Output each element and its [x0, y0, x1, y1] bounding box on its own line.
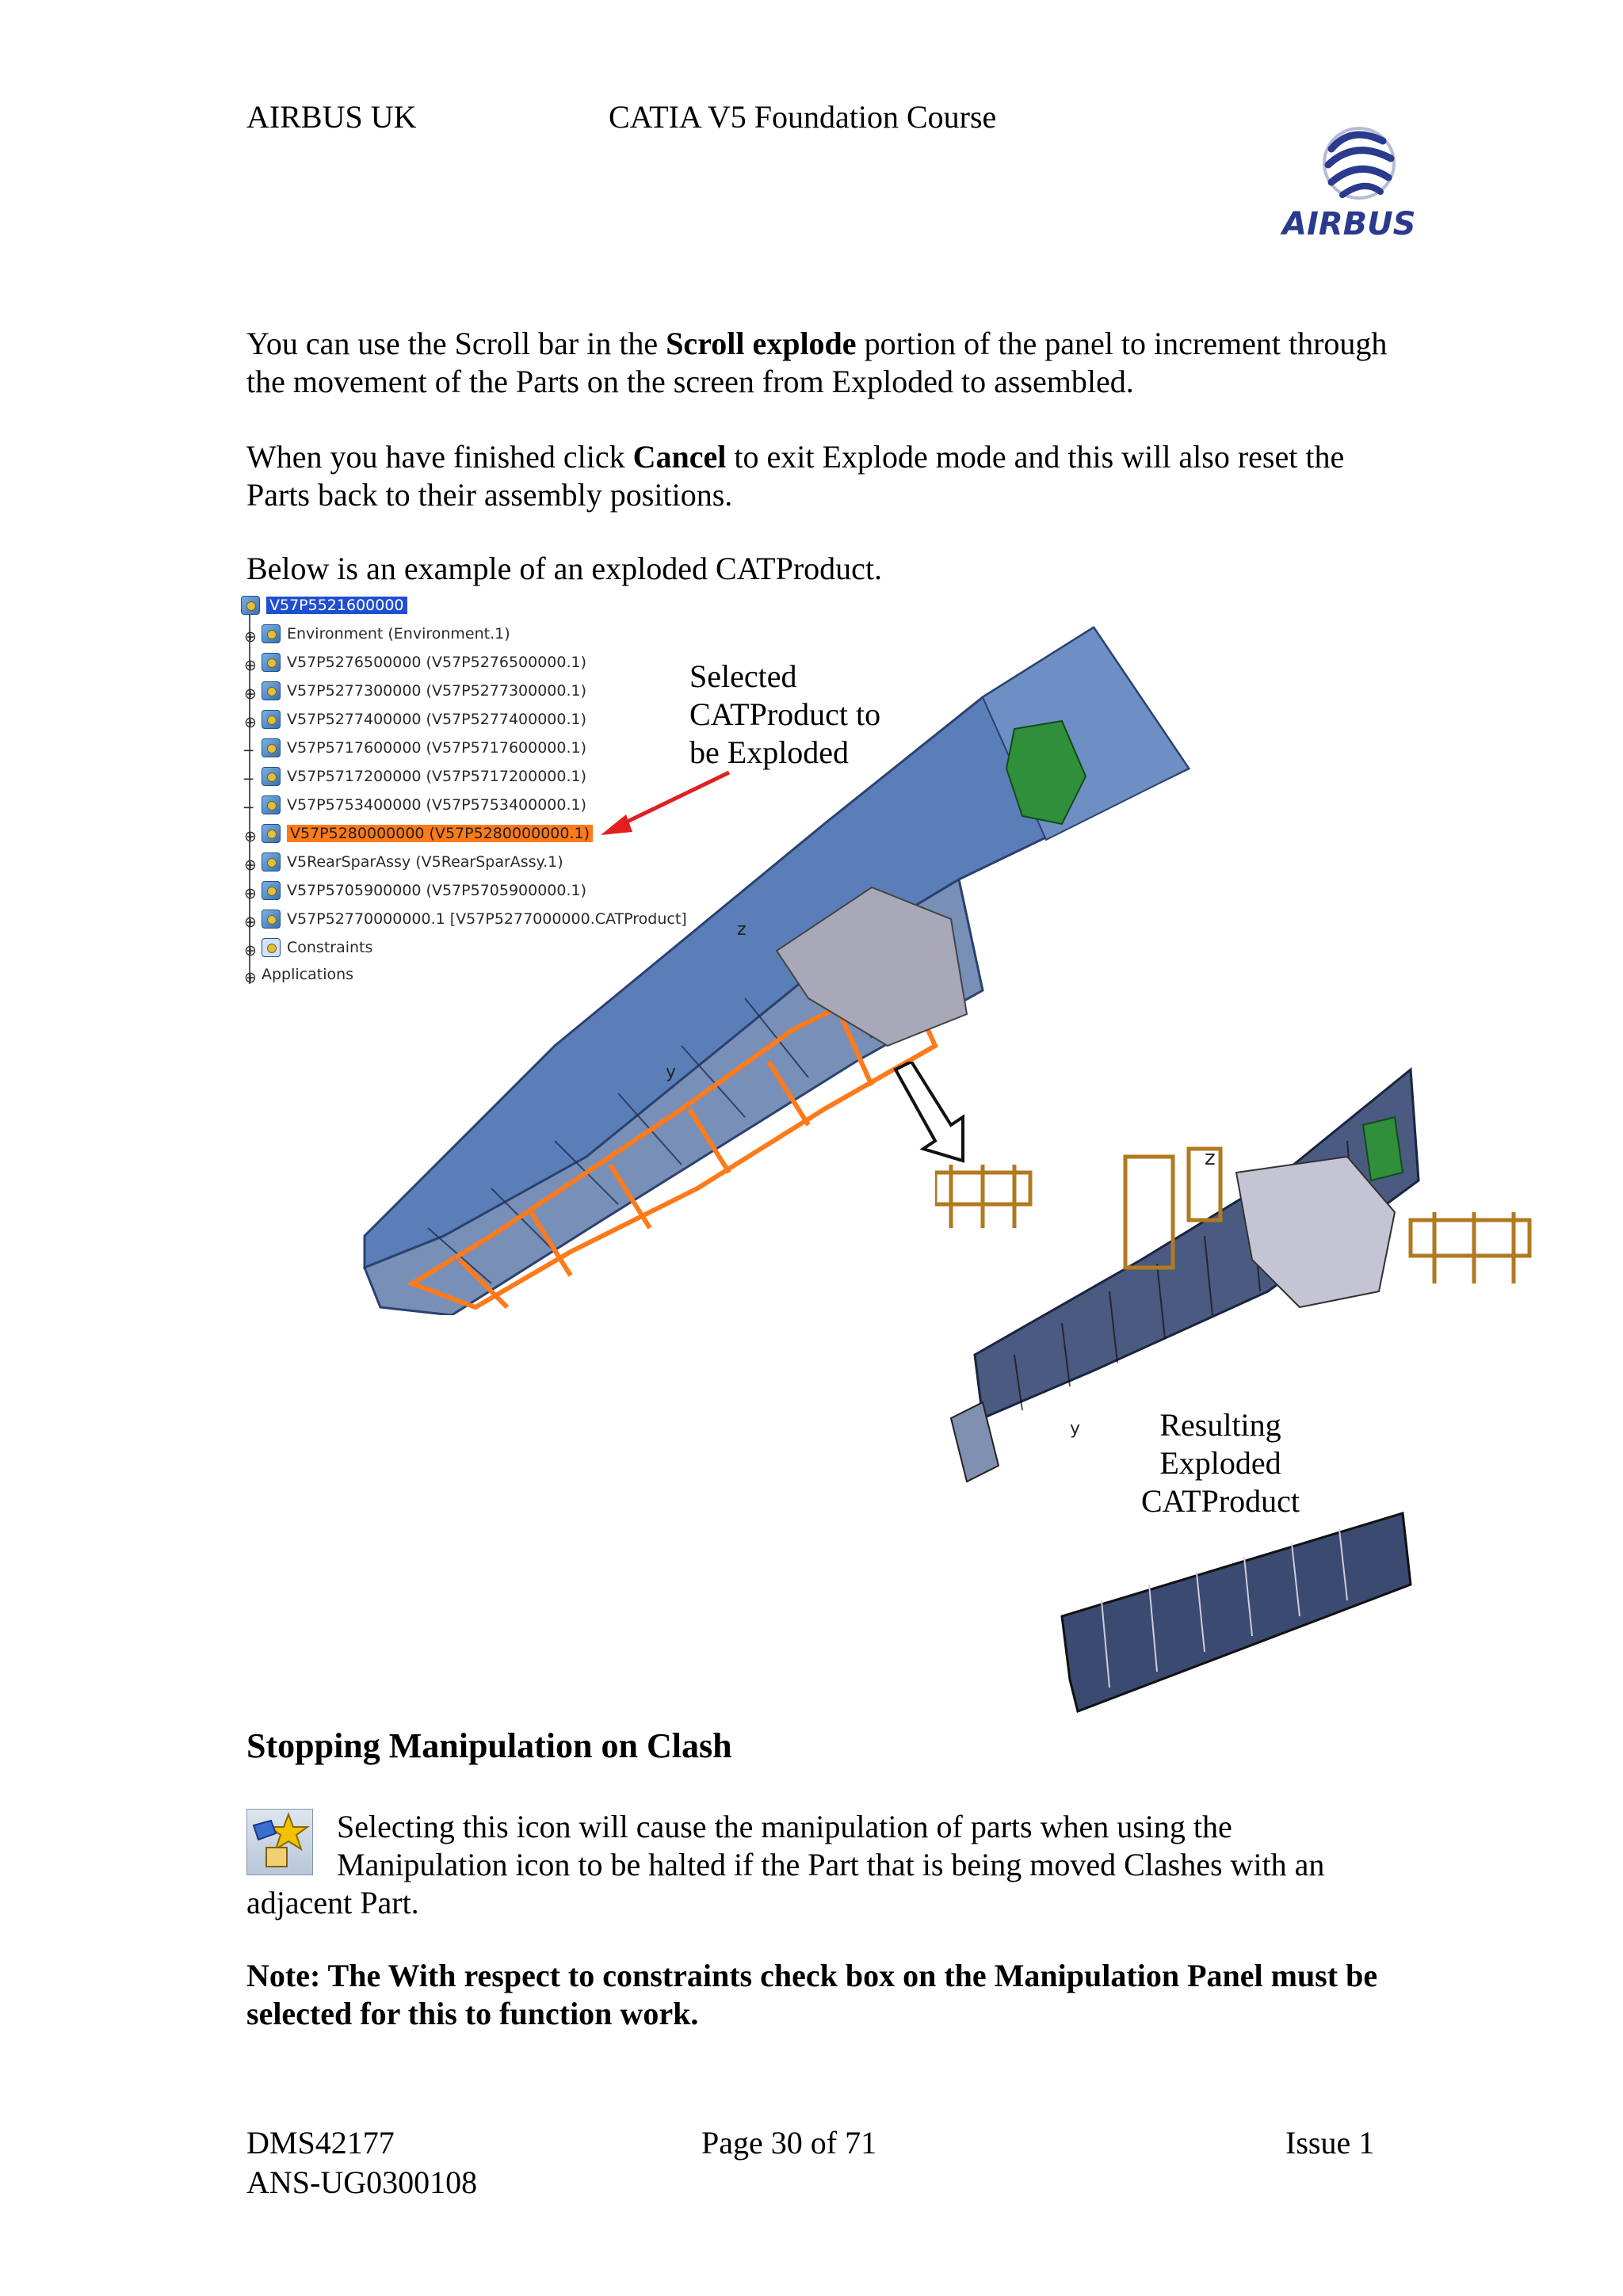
footer-page: Page 30 of 71 [701, 2125, 877, 2161]
section-heading: Stopping Manipulation on Clash [246, 1726, 732, 1765]
clash-text-line3: adjacent Part. [246, 1885, 419, 1920]
product-icon [262, 881, 281, 900]
paragraph-scroll-explode: You can use the Scroll bar in the Scroll explode portion of the panel to increment through the movement of the Parts on the screen from Exploded to assembled. [246, 326, 1388, 399]
product-icon [262, 824, 281, 843]
airbus-logo [1276, 117, 1442, 244]
tree-root[interactable]: V57P5521600000 [241, 593, 407, 618]
footer-ref: ANS-UG0300108 [246, 2164, 478, 2200]
paragraph-cancel: When you have finished click Cancel to exit Explode mode and this will also reset the Parts back to their assembly positions. [246, 439, 1345, 513]
tree-item[interactable]: ─ V57P5753400000 (V57P5753400000.1) [244, 796, 587, 817]
product-icon [262, 653, 281, 672]
tree-item[interactable]: ⊕ V57P5276500000 (V57P5276500000.1) [244, 654, 587, 674]
svg-text:z: z [737, 920, 747, 940]
header-course: CATIA V5 Foundation Course [609, 99, 997, 135]
tree-item[interactable]: ⊕ V5RearSparAssy (V5RearSparAssy.1) [244, 853, 563, 874]
branch-icon: ─ [244, 742, 254, 760]
tree-item[interactable]: ⊕ V57P5277400000 (V57P5277400000.1) [244, 711, 587, 731]
expand-icon[interactable]: ⊕ [244, 969, 257, 986]
branch-icon: ─ [244, 771, 254, 788]
clash-stop-icon[interactable] [246, 1809, 313, 1875]
caption-selected-product: Selected CATProduct to be Exploded [689, 658, 881, 770]
expand-icon[interactable]: ⊕ [244, 913, 257, 931]
product-icon [262, 795, 281, 814]
product-icon [262, 910, 281, 929]
expand-icon[interactable]: ⊕ [244, 885, 257, 902]
expand-icon[interactable]: ⊕ [244, 685, 257, 703]
caption-resulting-product: Resulting Exploded CATProduct [1141, 1407, 1300, 1519]
tree-item[interactable]: ⊕ V57P52770000000.1 [V57P5277000000.CATProduct] [244, 910, 687, 931]
product-icon [262, 738, 281, 757]
tree-item[interactable]: ─ V57P5717600000 (V57P5717600000.1) [244, 739, 587, 760]
branch-icon: ─ [244, 799, 254, 817]
svg-text:z: z [1205, 1146, 1216, 1170]
tree-item-environment[interactable]: ⊕ Environment (Environment.1) [244, 625, 510, 646]
tree-item-constraints[interactable]: ⊕ Constraints [244, 939, 373, 959]
expand-icon[interactable]: ⊕ [244, 828, 257, 845]
tree-item[interactable]: ─ V57P5717200000 (V57P5717200000.1) [244, 768, 587, 788]
tree-item-selected[interactable]: ⊕ V57P5280000000 (V57P5280000000.1) [244, 821, 593, 846]
product-icon [262, 852, 281, 871]
airbus-logo-text: AIRBUS [1282, 206, 1416, 242]
red-pointer-arrow [594, 769, 737, 840]
expand-icon[interactable]: ⊕ [244, 657, 257, 674]
clash-text-line1: Selecting this icon will cause the manipulation of parts when using the [337, 1809, 1232, 1844]
tree-item-applications[interactable]: ⊕ Applications [244, 966, 354, 986]
product-icon [262, 681, 281, 700]
environment-icon [262, 624, 281, 643]
constraints-icon [262, 938, 281, 957]
svg-text:y: y [666, 1062, 677, 1082]
footer-doc-id: DMS42177 [246, 2125, 395, 2161]
expand-icon[interactable]: ⊕ [244, 856, 257, 874]
expand-icon[interactable]: ⊕ [244, 942, 257, 959]
note-text: Note: The With respect to constraints check box on the Manipulation Panel must be selected for this to function work. [246, 1958, 1378, 2031]
product-icon [241, 596, 260, 615]
paragraph-example-intro: Below is an example of an exploded CATProduct. [246, 551, 883, 586]
clash-text-line2: Manipulation icon to be halted if the Part that is being moved Clashes with an [337, 1847, 1325, 1882]
product-icon [262, 767, 281, 786]
svg-text:y: y [1070, 1419, 1081, 1439]
footer-issue: Issue 1 [1285, 2125, 1375, 2161]
tree-item[interactable]: ⊕ V57P5705900000 (V57P5705900000.1) [244, 882, 587, 902]
expand-icon[interactable]: ⊕ [244, 628, 257, 646]
expand-icon[interactable]: ⊕ [244, 714, 257, 731]
tree-item[interactable]: ⊕ V57P5277300000 (V57P5277300000.1) [244, 682, 587, 703]
product-icon [262, 710, 281, 729]
header-company: AIRBUS UK [246, 99, 417, 135]
exploded-spar-panel [1054, 1505, 1419, 1719]
